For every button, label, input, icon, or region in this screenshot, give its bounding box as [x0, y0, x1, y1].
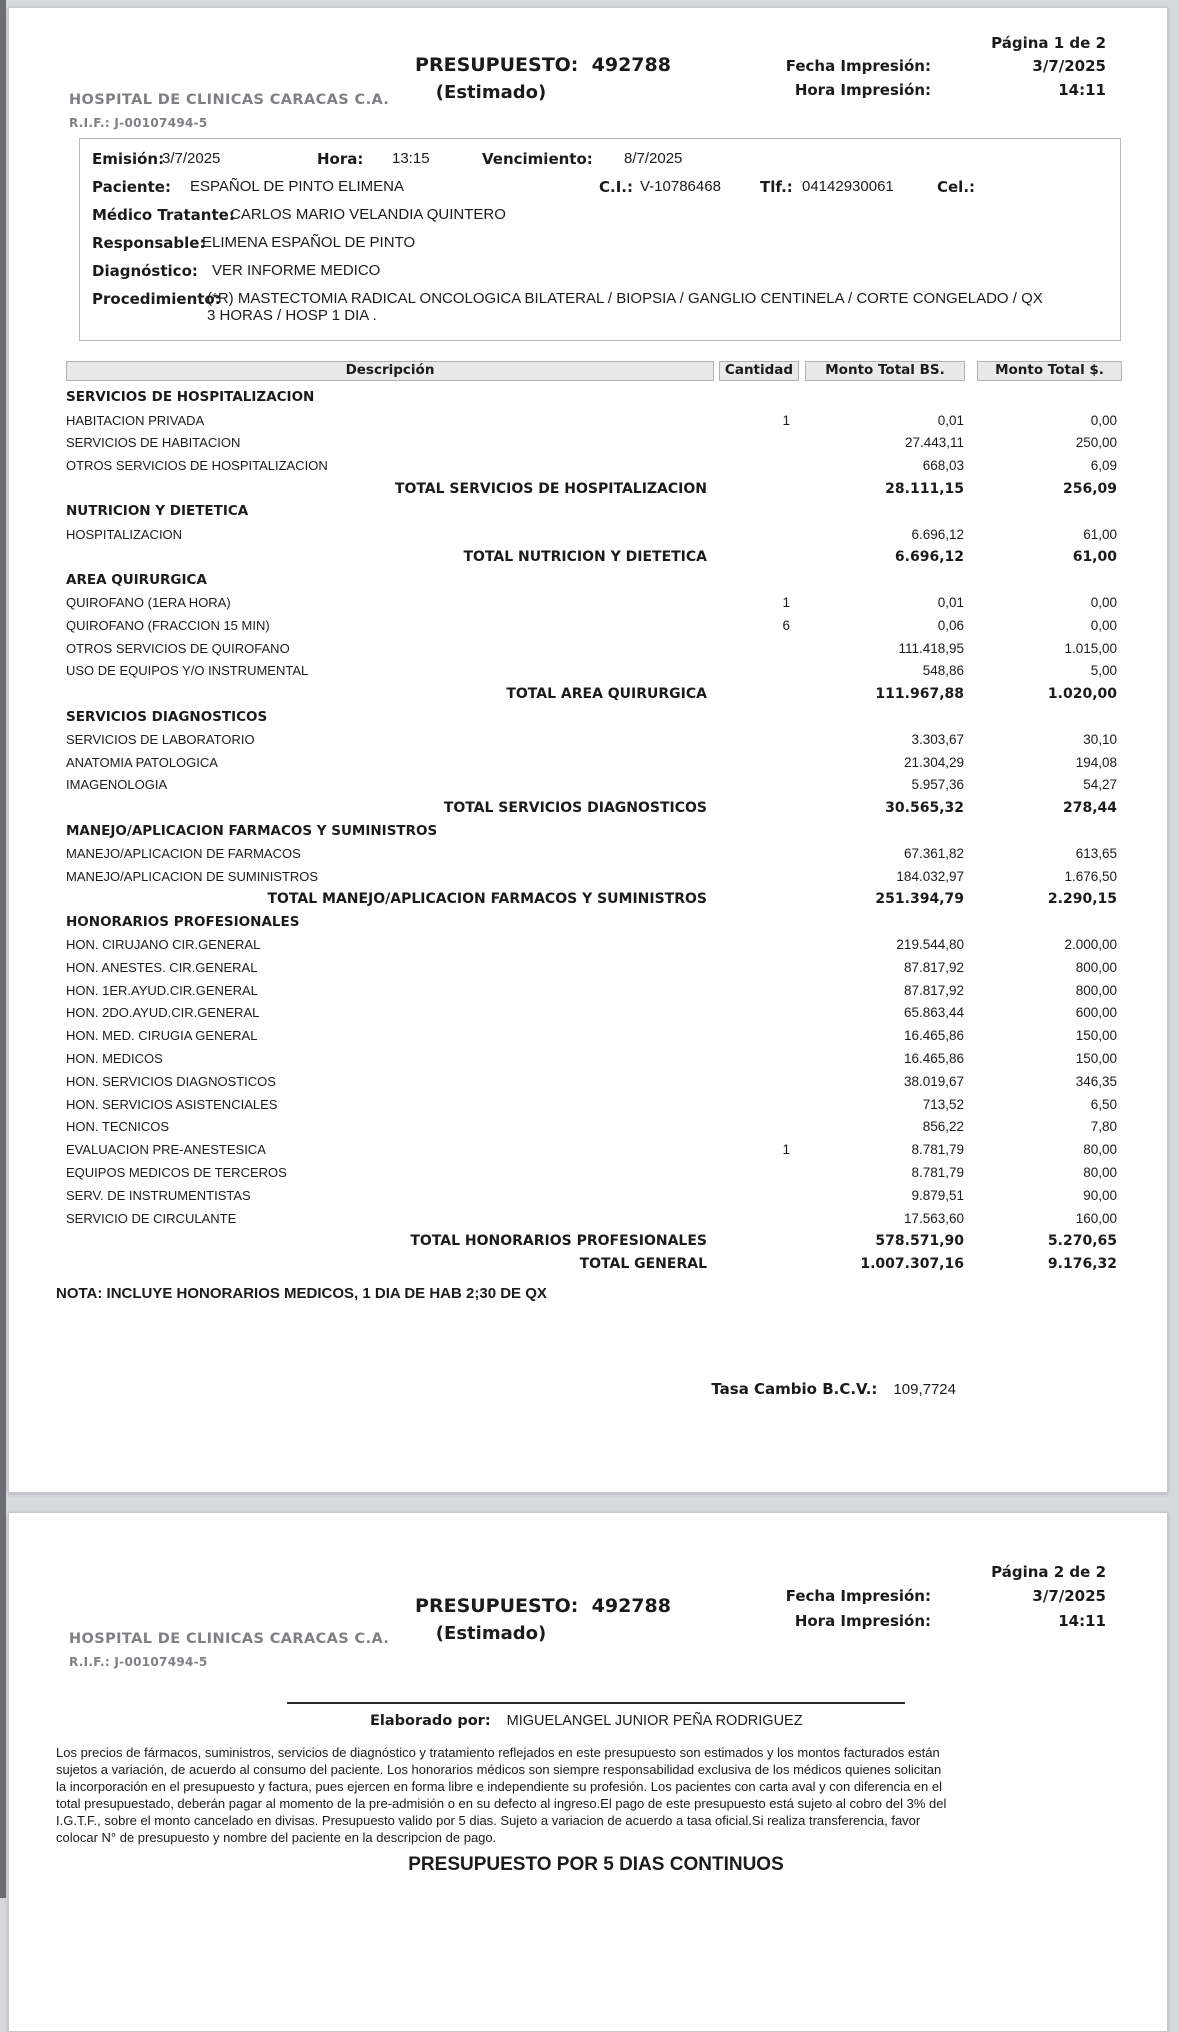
- hospital-name: HOSPITAL DE CLINICAS CARACAS C.A.: [69, 1631, 390, 1647]
- table-row: OTROS SERVICIOS DE HOSPITALIZACION 668,03 6,09: [66, 458, 1117, 474]
- section-total-row: TOTAL HONORARIOS PROFESIONALES 578.571,90 5.270,65: [410, 1232, 1117, 1249]
- procedimiento-value: (*R) MASTECTOMIA RADICAL ONCOLOGICA BILATERAL / BIOPSIA / GANGLIO CENTINELA / CORTE CONGELADO / QX 3 HORAS / HOSP 1 DIA .: [207, 290, 1043, 324]
- nota-line: NOTA: INCLUYE HONORARIOS MEDICOS, 1 DIA DE HAB 2;30 DE QX: [56, 1285, 547, 1302]
- elaborado-row: [370, 1713, 803, 1729]
- window-left-edge: [0, 0, 6, 1898]
- disclaimer-paragraph: [56, 1744, 1126, 1846]
- section-total-row: TOTAL NUTRICION Y DIETETICA 6.696,12 61,00: [463, 548, 1117, 565]
- exchange-rate-row: [9, 1380, 956, 1398]
- emision-label: Emisión:: [92, 150, 165, 168]
- print-time-row: [795, 81, 1106, 99]
- document-page-2: [8, 1512, 1168, 2032]
- print-date-row: [786, 1587, 1106, 1605]
- table-row: SERV. DE INSTRUMENTISTAS 9.879,51 90,00: [66, 1187, 1117, 1203]
- column-header-monto-bs: Monto Total BS.: [805, 361, 965, 381]
- document-page-1: [8, 7, 1168, 1493]
- hospital-name: HOSPITAL DE CLINICAS CARACAS C.A.: [69, 92, 390, 108]
- elaborado-label: Elaborado por:: [370, 1713, 491, 1729]
- section-header-row: NUTRICION Y DIETETICA: [66, 503, 249, 520]
- print-time-label: Hora Impresión:: [794, 81, 931, 99]
- table-row: HON. SERVICIOS DIAGNOSTICOS 38.019,67 346,35: [66, 1073, 1117, 1089]
- procedimiento-label: Procedimiento:: [92, 290, 221, 308]
- exchange-rate-label: Tasa Cambio B.C.V.:: [711, 1380, 878, 1398]
- table-row: QUIROFANO (FRACCION 15 MIN) 6 0,06 0,00: [66, 617, 1117, 633]
- medico-label: Médico Tratante:: [92, 206, 235, 224]
- vencimiento-value: 8/7/2025: [624, 150, 683, 167]
- total-general-row: TOTAL GENERAL 1.007.307,16 9.176,32: [579, 1255, 1117, 1272]
- print-date-value: 3/7/2025: [1032, 1587, 1106, 1605]
- disclaimer-line: Los precios de fármacos, suministros, servicios de diagnóstico y tratamiento reflejados en este presupuesto son estimados y los montos facturados están: [56, 1745, 940, 1760]
- table-row: HON. 2DO.AYUD.CIR.GENERAL 65.863,44 600,00: [66, 1005, 1117, 1021]
- budget-table-body: [66, 386, 1117, 1275]
- patient-info-box: [79, 138, 1121, 341]
- ci-label: C.I.:: [599, 178, 633, 196]
- paciente-label: Paciente:: [92, 178, 171, 196]
- print-date-label: Fecha Impresión:: [785, 57, 931, 75]
- exchange-rate-value: 109,7724: [893, 1381, 956, 1398]
- section-header-row: AREA QUIRURGICA: [66, 571, 207, 588]
- page-number: Página 2 de 2: [991, 1563, 1106, 1581]
- paciente-value: ESPAÑOL DE PINTO ELIMENA: [190, 178, 404, 195]
- table-row: IMAGENOLOGIA 5.957,36 54,27: [66, 777, 1117, 793]
- print-time-label: Hora Impresión:: [794, 1612, 931, 1630]
- responsable-label: Responsable:: [92, 234, 206, 252]
- table-row: SERVICIO DE CIRCULANTE 17.563,60 160,00: [66, 1210, 1117, 1226]
- table-row: HON. 1ER.AYUD.CIR.GENERAL 87.817,92 800,00: [66, 982, 1117, 998]
- disclaimer-line: total presupuestado, deberán pagar al momento de la pre-admisión o en su defecto al ingreso.El pago de este presupuesto está sujeto al cobro del 3% del: [56, 1796, 947, 1811]
- page-number: Página 1 de 2: [991, 34, 1106, 52]
- table-row: MANEJO/APLICACION DE FARMACOS 67.361,82 613,65: [66, 845, 1117, 861]
- section-total-row: TOTAL AREA QUIRURGICA 111.967,88 1.020,00: [506, 685, 1117, 702]
- table-row: USO DE EQUIPOS Y/O INSTRUMENTAL 548,86 5,00: [66, 663, 1117, 679]
- print-time-value: 14:11: [1058, 1612, 1106, 1630]
- table-row: HON. MED. CIRUGIA GENERAL 16.465,86 150,00: [66, 1028, 1117, 1044]
- cel-label: Cel.:: [937, 178, 976, 196]
- table-row: HOSPITALIZACION 6.696,12 61,00: [66, 526, 1117, 542]
- print-date-label: Fecha Impresión:: [785, 1587, 931, 1605]
- footer-validity-line: PRESUPUESTO POR 5 DIAS CONTINUOS: [408, 1854, 784, 1875]
- disclaimer-line: la incorporación en el presupuesto y factura, pues ejercen en forma libre e independiente su profesión. Los pacientes con carta aval y con diferencia en el: [56, 1779, 942, 1794]
- tlf-label: Tlf.:: [760, 178, 793, 196]
- tlf-value: 04142930061: [802, 178, 894, 195]
- patient-row: [80, 178, 1120, 197]
- table-row: SERVICIOS DE HABITACION 27.443,11 250,00: [66, 435, 1117, 451]
- disclaimer-line: colocar N° de presupuesto y nombre del paciente en la descripcion de pago.: [56, 1830, 497, 1845]
- diagnostico-value: VER INFORME MEDICO: [212, 262, 381, 279]
- disclaimer-line: sujetos a variación, de acuerdo al consumo del paciente. Los honorarios médicos son siempre responsabilidad exclusiva de los médicos quienes solicitan: [56, 1762, 942, 1777]
- ci-value: V-10786468: [640, 178, 721, 195]
- vencimiento-label: Vencimiento:: [482, 150, 593, 168]
- table-row: HON. TECNICOS 856,22 7,80: [66, 1119, 1117, 1135]
- disclaimer-line: I.G.T.F., sobre el monto cancelado en divisas. Presupuesto valido por 5 dias. Sujeto a variacion de acuerdo a tasa oficial.Si realiza transferencia, favor: [56, 1813, 921, 1828]
- hora-label: Hora:: [317, 150, 364, 168]
- print-time-value: 14:11: [1058, 81, 1106, 99]
- print-date-row: [786, 57, 1106, 75]
- column-header-descripcion: Descripción: [66, 361, 714, 381]
- table-row: QUIROFANO (1ERA HORA) 1 0,01 0,00: [66, 595, 1117, 611]
- hospital-rif: R.I.F.: J-00107494-5: [69, 116, 208, 130]
- section-header-row: HONORARIOS PROFESIONALES: [66, 913, 300, 930]
- section-total-row: TOTAL SERVICIOS DIAGNOSTICOS 30.565,32 278,44: [443, 799, 1117, 816]
- responsible-row: [80, 234, 1120, 253]
- section-header-row: SERVICIOS DIAGNOSTICOS: [66, 708, 268, 725]
- document-subtitle: (Estimado): [435, 82, 547, 103]
- emision-value: 3/7/2025: [162, 150, 221, 167]
- table-row: HON. SERVICIOS ASISTENCIALES 713,52 6,50: [66, 1096, 1117, 1112]
- document-title: PRESUPUESTO: 492788: [415, 1595, 671, 1617]
- signature-line: [287, 1702, 905, 1704]
- elaborado-value: MIGUELANGEL JUNIOR PEÑA RODRIGUEZ: [506, 1713, 803, 1729]
- diagnostico-label: Diagnóstico:: [92, 262, 198, 280]
- hospital-rif: R.I.F.: J-00107494-5: [69, 1655, 208, 1669]
- column-header-cantidad: Cantidad: [719, 361, 799, 381]
- print-time-row: [795, 1612, 1106, 1630]
- column-header-monto-usd: Monto Total $.: [977, 361, 1122, 381]
- diagnosis-row: [80, 262, 1120, 281]
- hora-value: 13:15: [392, 150, 430, 167]
- responsable-value: ELIMENA ESPAÑOL DE PINTO: [202, 234, 416, 251]
- table-row: EQUIPOS MEDICOS DE TERCEROS 8.781,79 80,00: [66, 1164, 1117, 1180]
- medico-value: CARLOS MARIO VELANDIA QUINTERO: [230, 206, 506, 223]
- section-header-row: SERVICIOS DE HOSPITALIZACION: [66, 389, 315, 406]
- table-row: HABITACION PRIVADA 1 0,01 0,00: [66, 412, 1117, 428]
- procedure-row: [80, 290, 1120, 330]
- document-title: PRESUPUESTO: 492788: [415, 54, 671, 76]
- print-date-value: 3/7/2025: [1032, 57, 1106, 75]
- doctor-row: [80, 206, 1120, 225]
- table-row: OTROS SERVICIOS DE QUIROFANO 111.418,95 1.015,00: [66, 640, 1117, 656]
- section-total-row: TOTAL MANEJO/APLICACION FARMACOS Y SUMINISTROS 251.394,79 2.290,15: [267, 890, 1117, 907]
- table-row: HON. ANESTES. CIR.GENERAL 87.817,92 800,00: [66, 959, 1117, 975]
- table-row: HON. MEDICOS 16.465,86 150,00: [66, 1051, 1117, 1066]
- table-row: ANATOMIA PATOLOGICA 21.304,29 194,08: [66, 754, 1117, 770]
- table-row: HON. CIRUJANO CIR.GENERAL 219.544,80 2.000,00: [66, 937, 1117, 953]
- table-row: EVALUACION PRE-ANESTESICA 1 8.781,79 80,00: [66, 1142, 1117, 1158]
- emission-row: [80, 150, 1120, 169]
- section-header-row: MANEJO/APLICACION FARMACOS Y SUMINISTROS: [66, 822, 438, 839]
- table-row: MANEJO/APLICACION DE SUMINISTROS 184.032,97 1.676,50: [66, 868, 1117, 884]
- table-row: SERVICIOS DE LABORATORIO 3.303,67 30,10: [66, 731, 1117, 747]
- document-subtitle: (Estimado): [435, 1623, 547, 1644]
- section-total-row: TOTAL SERVICIOS DE HOSPITALIZACION 28.111,15 256,09: [394, 480, 1117, 497]
